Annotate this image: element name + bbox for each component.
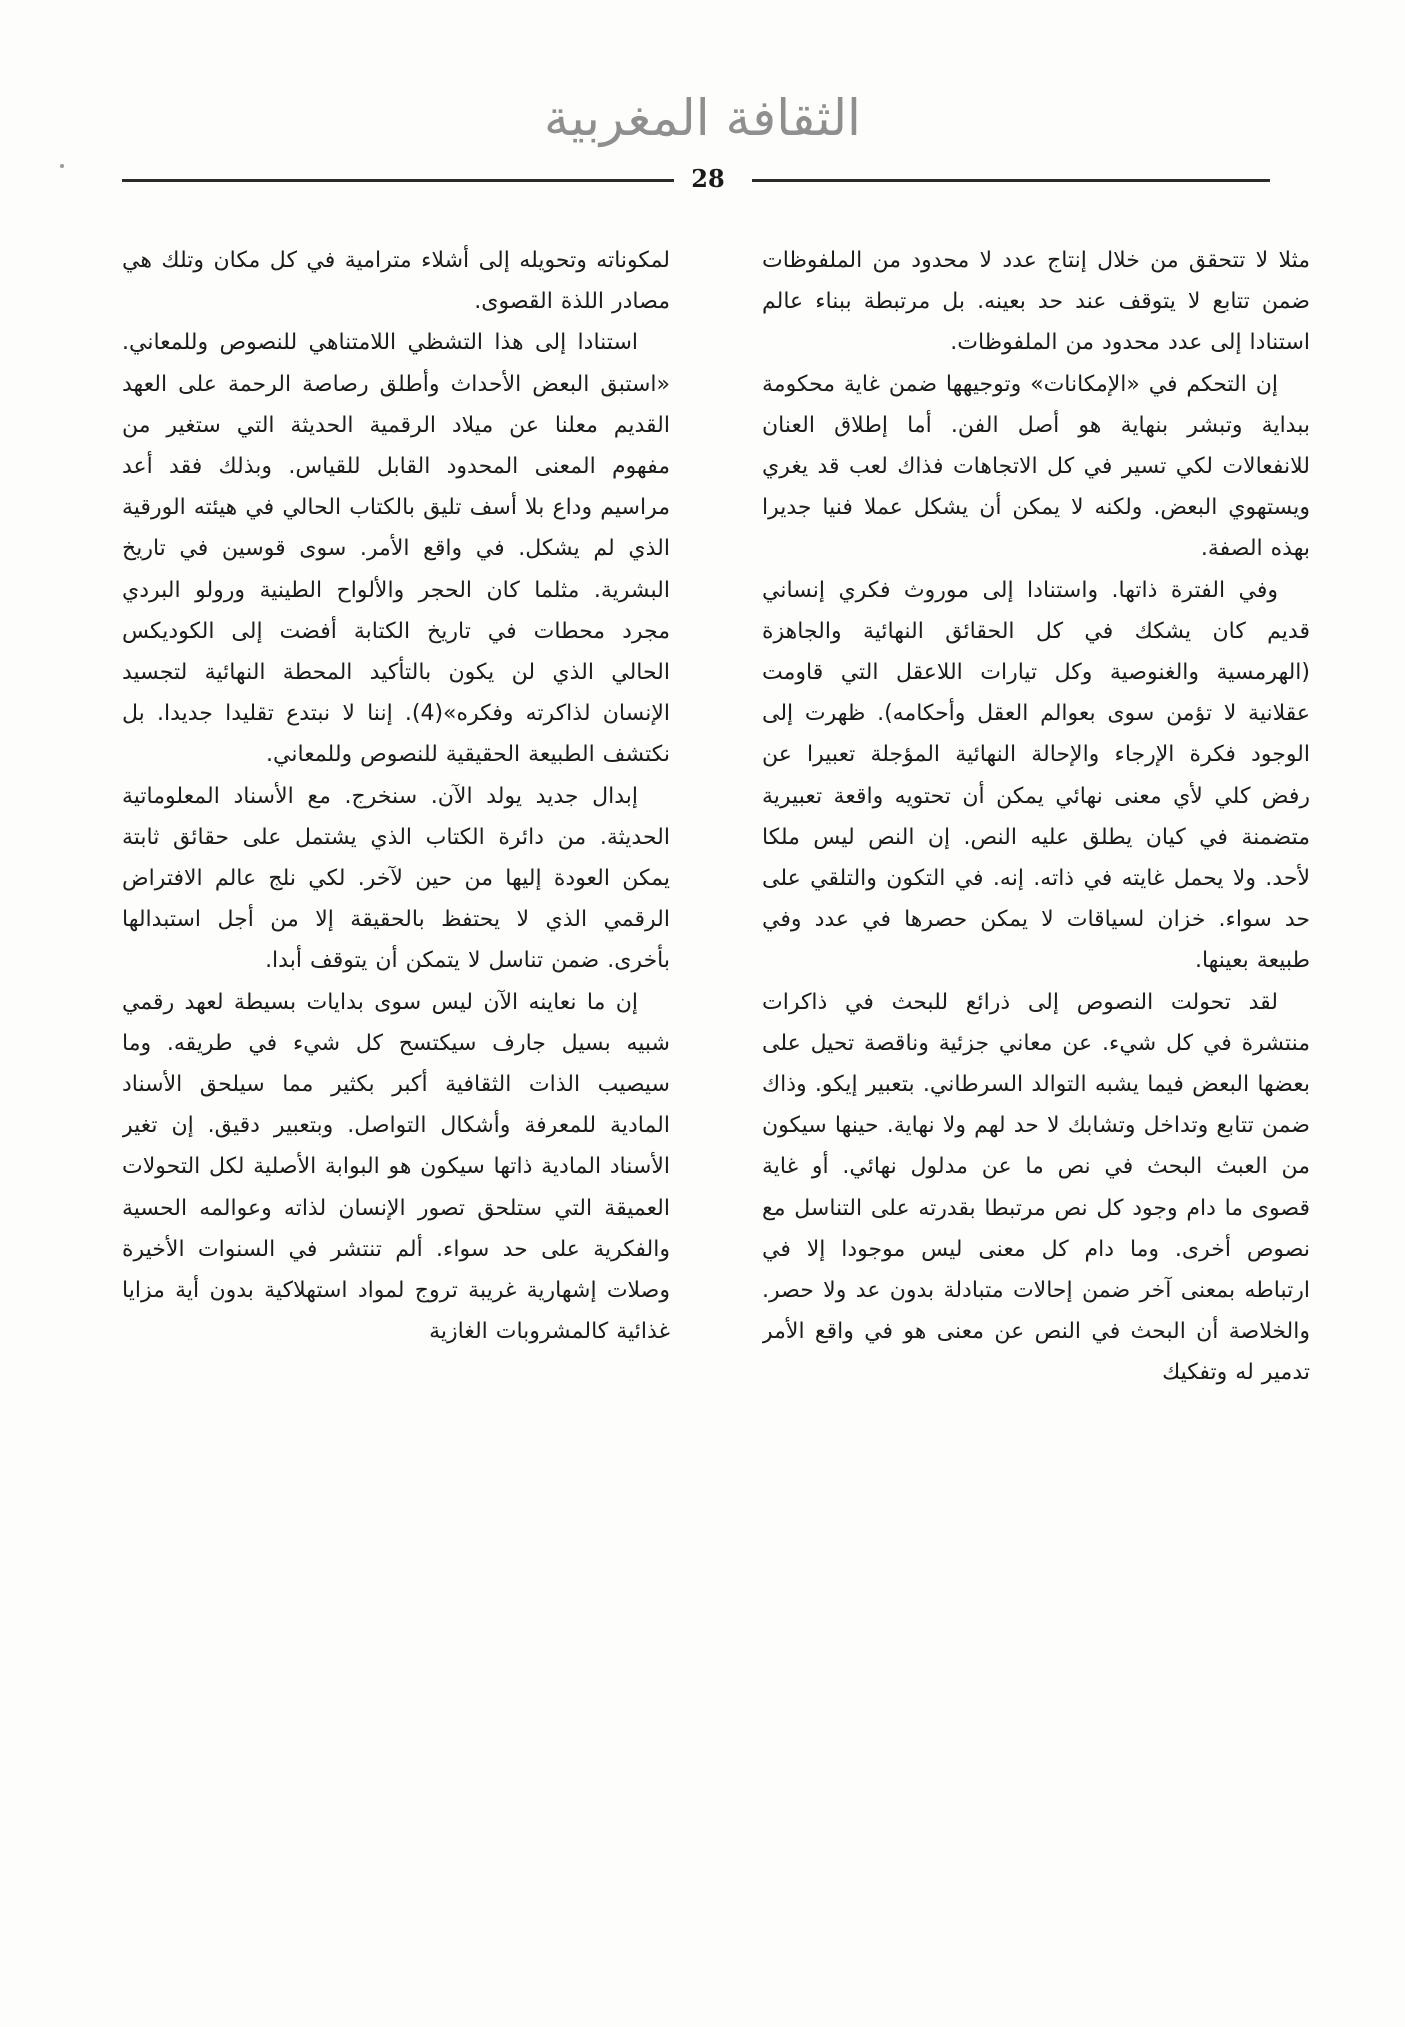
page-header-rule xyxy=(122,162,1270,196)
magazine-title: الثقافة المغربية xyxy=(544,89,861,147)
paragraph: استنادا إلى هذا التشظي اللامتناهي للنصوص وللمعاني. «استبق البعض الأحداث وأطلق رصاصة الرحمة على العهد القديم معلنا عن ميلاد الرقمية الحديثة التي ستغير من مفهوم المعنى المحدود القابل للقياس. وبذلك فقد أعد مراسيم وداع بلا أسف تليق بالكتاب الحالي في هيئته الورقية الذي لم يشكل. في واقع الأمر. سوى قوسين في تاريخ البشرية. مثلما كان الحجر والألواح الطينية ورولو البردي مجرد محطات في تاريخ الكتابة أفضت إلى الكوديكس الحالي الذي لن يكون بالتأكيد المحطة النهائية لتجسيد الإنسان لذاكرته وفكره»(4). إننا لا نبتدع تقليدا جديدا. بل نكتشف الطبيعة الحقيقية للنصوص وللمعاني. xyxy=(122,330,670,768)
header-rule-left xyxy=(122,179,674,182)
paragraph: لمكوناته وتحويله إلى أشلاء مترامية في كل مكان وتلك هي مصادر اللذة القصوى. xyxy=(122,248,670,315)
paragraph: إبدال جديد يولد الآن. سنخرج. مع الأسناد المعلوماتية الحديثة. من دائرة الكتاب الذي يشتمل على حقائق ثابتة يمكن العودة إليها من حين لآخر. لكي نلج عالم الافتراض الرقمي الذي لا يحتفظ بالحقيقة إلا من أجل استبدالها بأخرى. ضمن تناسل لا يتمكن أن يتوقف أبدا. xyxy=(122,783,670,974)
margin-dot xyxy=(60,164,64,168)
left-column xyxy=(122,240,670,1880)
paragraph: مثلا لا تتحقق من خلال إنتاج عدد لا محدود من الملفوظات ضمن تتابع لا يتوقف عند حد بعينه. بل مرتبطة ببناء عالم استنادا إلى عدد محدود من الملفوظات. xyxy=(762,248,1310,356)
header-rule-right xyxy=(752,179,1270,182)
paragraph: إن التحكم في «الإمكانات» وتوجيهها ضمن غاية محكومة ببداية وتبشر بنهاية هو أصل الفن. أما إطلاق العنان للانفعالات لكي تسير في كل الاتجاهات فذاك لعب قد يغري ويستهوي البعض. ولكنه لا يمكن أن يشكل عملا فنيا جديرا بهذه الصفة. xyxy=(762,371,1310,562)
right-column xyxy=(762,240,1310,1880)
page-number: 28 xyxy=(691,164,725,193)
article-body xyxy=(122,240,1310,1880)
paragraph: إن ما نعاينه الآن ليس سوى بدايات بسيطة لعهد رقمي شبيه بسيل جارف سيكتسح كل شيء في طريقه. وما سيصيب الذات الثقافية أكبر بكثير مما سيلحق الأسناد المادية للمعرفة وأشكال التواصل. وبتعبير دقيق. إن تغير الأسناد المادية ذاتها سيكون هو البوابة الأصلية لكل التحولات العميقة التي ستلحق تصور الإنسان لذاته وعوالمه الحسية والفكرية على حد سواء. ألم تنتشر في السنوات الأخيرة وصلات إشهارية غريبة تروج لمواد استهلاكية بدون أية مزايا غذائية كالمشروبات الغازية xyxy=(122,989,670,1345)
paragraph: لقد تحولت النصوص إلى ذرائع للبحث في ذاكرات منتشرة في كل شيء. عن معاني جزئية وناقصة تحيل على بعضها البعض فيما يشبه التوالد السرطاني. بتعبير إيكو. وذاك ضمن تتابع وتداخل وتشابك لا حد لهم ولا نهاية. حينها سيكون من العبث البحث في نص ما عن مدلول نهائي. أو غاية قصوى ما دام وجود كل نص مرتبطا بقدرته على التناسل مع نصوص أخرى. وما دام كل معنى ليس موجودا إلا في ارتباطه بمعنى آخر ضمن إحالات متبادلة بدون عد ولا حصر. والخلاصة أن البحث في النص عن معنى هو في واقع الأمر تدمير له وتفكيك xyxy=(762,989,1310,1386)
paragraph: وفي الفترة ذاتها. واستنادا إلى موروث فكري إنساني قديم كان يشكك في كل الحقائق النهائية والجاهزة (الهرمسية والغنوصية وكل تيارات اللاعقل التي قاومت عقلانية لا تؤمن سوى بعوالم العقل وأحكامه). ظهرت إلى الوجود فكرة الإرجاء والإحالة النهائية المؤجلة تعبيرا عن رفض كلي لأي معنى نهائي يمكن أن تحتويه واقعة تعبيرية متضمنة في كيان يطلق عليه النص. إن النص ليس ملكا لأحد. ولا يحمل غايته في ذاته. إنه. في التكون والتلقي على حد سواء. خزان لسياقات لا يمكن حصرها في عدد وفي طبيعة بعينها. xyxy=(762,577,1310,974)
